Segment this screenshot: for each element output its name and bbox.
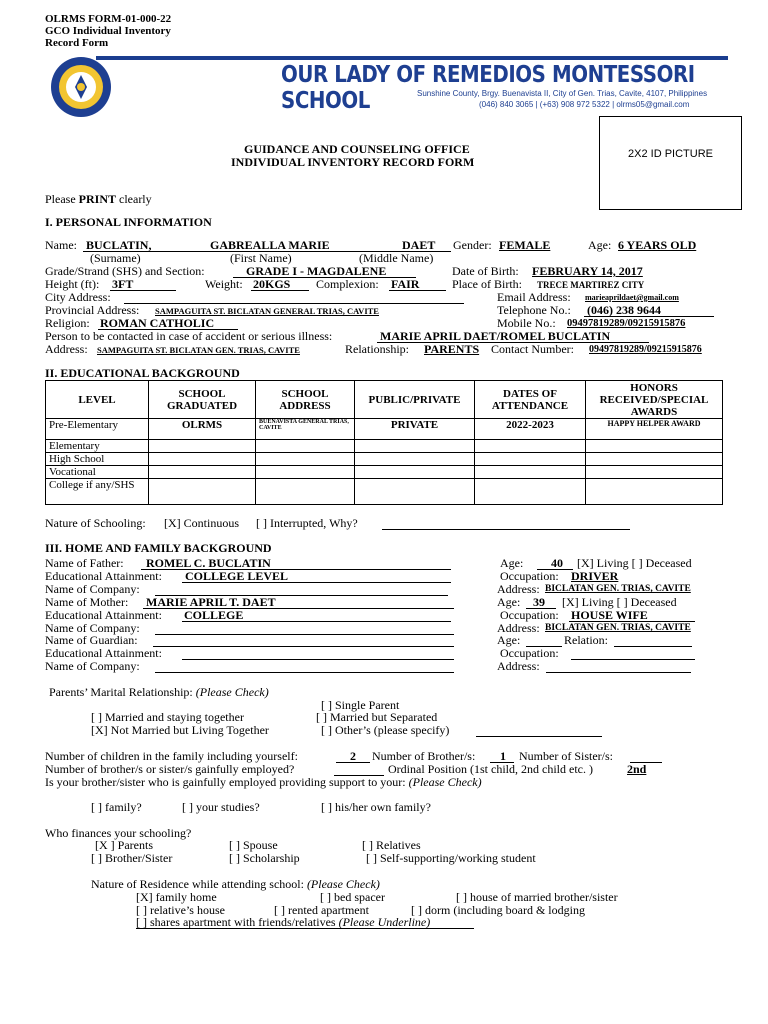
table-cell-school[interactable]: OLRMS <box>149 419 256 440</box>
form-code: OLRMS FORM-01-000-22 <box>45 13 172 25</box>
height-value[interactable]: 3FT <box>112 277 134 291</box>
form-name-line1: GCO Individual Inventory <box>45 25 171 37</box>
schooling-why-line <box>382 529 630 530</box>
family-heading: III. HOME AND FAMILY BACKGROUND <box>45 541 272 555</box>
mother-value[interactable]: MARIE APRIL T. DAET <box>146 595 276 609</box>
age-value[interactable]: 6 YEARS OLD <box>618 238 697 252</box>
father-age-value[interactable]: 40 <box>551 556 563 570</box>
father-address-label: Address: <box>497 582 540 596</box>
surname-caption: (Surname) <box>90 251 141 265</box>
table-cell-level: College if any/SHS <box>46 479 149 505</box>
marital-single-checkbox[interactable]: [ ] Single Parent <box>321 698 400 712</box>
print-bold: PRINT <box>78 192 116 206</box>
email-value[interactable]: marieaprildaet@gmail.com <box>585 293 679 302</box>
relationship-value[interactable]: PARENTS <box>424 342 480 356</box>
marital-other-checkbox[interactable]: [ ] Other’s (please specify) <box>321 723 450 737</box>
table-cell-school[interactable] <box>149 440 256 453</box>
mother-address-label: Address: <box>497 621 540 635</box>
finance-sibling-checkbox[interactable]: [ ] Brother/Sister <box>91 851 173 865</box>
support-family-checkbox[interactable]: [ ] family? <box>91 800 142 814</box>
table-cell-dates[interactable] <box>475 479 586 505</box>
table-cell-dates[interactable] <box>475 453 586 466</box>
table-cell-honors[interactable]: HAPPY HELPER AWARD <box>586 419 723 440</box>
table-row <box>46 453 723 466</box>
school-contact: (046) 840 3065 | (+63) 908 972 5322 | olrms05@gmail.com <box>479 100 690 109</box>
residence-relative-house-checkbox[interactable]: [ ] relative’s house <box>136 903 225 917</box>
marital-married-separated-checkbox[interactable]: [ ] Married but Separated <box>316 710 438 724</box>
col-header-honors: HONORS RECEIVED/SPECIAL AWARDS <box>586 381 723 419</box>
contact-address-label: Address: <box>45 342 88 356</box>
father-label: Name of Father: <box>45 556 124 570</box>
mother-company-line <box>155 634 454 635</box>
guardian-age-label: Age: <box>497 633 521 647</box>
residence-label-text: Nature of Residence while attending school: <box>91 877 304 891</box>
email-label: Email Address: <box>497 290 571 304</box>
finance-parents-checkbox[interactable]: [X ] Parents <box>95 838 153 852</box>
dob-label: Date of Birth: <box>452 264 519 278</box>
col-header-dates: DATES OF ATTENDANCE <box>475 381 586 419</box>
provincial-address-label: Provincial Address: <box>45 303 140 317</box>
support-own-family-checkbox[interactable]: [ ] his/her own family? <box>321 800 431 814</box>
mother-edu-label: Educational Attainment: <box>45 608 162 622</box>
complexion-value[interactable]: FAIR <box>391 277 420 291</box>
table-row <box>46 479 723 505</box>
schooling-continuous-checkbox[interactable]: [X] Continuous <box>164 516 239 530</box>
guardian-company-line <box>155 672 454 673</box>
weight-label: Weight: <box>205 277 243 291</box>
table-cell-honors[interactable] <box>586 479 723 505</box>
table-cell-type[interactable] <box>355 453 475 466</box>
finance-relatives-checkbox[interactable]: [ ] Relatives <box>362 838 421 852</box>
pob-value[interactable]: TRECE MARTIREZ CITY <box>537 280 645 290</box>
table-row <box>46 440 723 453</box>
form-title: INDIVIDUAL INVENTORY RECORD FORM <box>231 155 475 169</box>
table-cell-honors[interactable] <box>586 440 723 453</box>
age-label: Age: <box>588 238 612 252</box>
table-cell-address[interactable]: BUENAVISTA GENERAL TRIAS, CAVITE <box>256 419 355 440</box>
weight-value[interactable]: 20KGS <box>253 277 291 291</box>
marital-hint: (Please Check) <box>195 685 269 699</box>
guardian-label: Name of Guardian: <box>45 633 138 647</box>
col-header-address: SCHOOL ADDRESS <box>256 381 355 419</box>
relationship-label: Relationship: <box>345 342 409 356</box>
table-cell-type[interactable] <box>355 466 475 479</box>
contact-number-value[interactable]: 09497819289/09215915876 <box>589 344 702 355</box>
middle-name-value[interactable]: DAET <box>402 238 436 252</box>
pob-label: Place of Birth: <box>452 277 522 291</box>
gender-value[interactable]: FEMALE <box>499 238 551 252</box>
table-cell-level: High School <box>46 453 149 466</box>
mother-age-label: Age: <box>497 595 521 609</box>
school-name: OUR LADY OF REMEDIOS MONTESSORI SCHOOL <box>281 62 695 114</box>
grade-label: Grade/Strand (SHS) and Section: <box>45 264 205 278</box>
residence-dorm-checkbox[interactable]: [ ] dorm (including board & lodging <box>411 903 585 917</box>
children-value[interactable]: 2 <box>350 749 356 763</box>
col-header-type: PUBLIC/PRIVATE <box>355 381 475 419</box>
finance-scholarship-checkbox[interactable]: [ ] Scholarship <box>229 851 300 865</box>
religion-label: Religion: <box>45 316 90 330</box>
id-photo-label: 2X2 ID PICTURE <box>628 148 713 160</box>
table-cell-school[interactable] <box>149 466 256 479</box>
support-studies-checkbox[interactable]: [ ] your studies? <box>182 800 260 814</box>
print-pre: Please <box>45 192 79 206</box>
mobile-label: Mobile No.: <box>497 316 556 330</box>
marital-married-together-checkbox[interactable]: [ ] Married and staying together <box>91 710 244 724</box>
grade-value[interactable]: GRADE I - MAGDALENE <box>246 264 387 278</box>
table-cell-address[interactable] <box>256 466 355 479</box>
residence-rented-checkbox[interactable]: [ ] rented apartment <box>274 903 369 917</box>
mother-label: Name of Mother: <box>45 595 129 609</box>
table-cell-level: Elementary <box>46 440 149 453</box>
schooling-label: Nature of Schooling: <box>45 516 146 530</box>
first-name-caption: (First Name) <box>230 251 292 265</box>
guardian-line <box>153 646 454 647</box>
father-address-value[interactable]: BICLATAN GEN. TRIAS, CAVITE <box>545 584 691 594</box>
mother-age-value[interactable]: 39 <box>533 595 545 609</box>
support-hint: (Please Check) <box>408 775 482 789</box>
brothers-label: Number of Brother/s: <box>372 749 476 763</box>
table-cell-address[interactable] <box>256 453 355 466</box>
marital-other-line <box>476 736 602 737</box>
mother-occupation-value[interactable]: HOUSE WIFE <box>571 608 648 622</box>
guardian-occupation-label: Occupation: <box>500 646 559 660</box>
employed-label: Number of brother/s or sister/s gainfully employed? <box>45 762 295 776</box>
education-heading: II. EDUCATIONAL BACKGROUND <box>45 366 240 380</box>
father-edu-label: Educational Attainment: <box>45 569 162 583</box>
emergency-value[interactable]: MARIE APRIL DAET/ROMEL BUCLATIN <box>380 329 611 343</box>
table-cell-address[interactable] <box>256 479 355 505</box>
ordinal-label: Ordinal Position (1st child, 2nd child etc. ) <box>388 762 593 776</box>
children-label: Number of children in the family including yourself: <box>45 749 298 763</box>
first-name-value[interactable]: GABREALLA MARIE <box>210 238 330 252</box>
print-instruction <box>45 193 152 206</box>
table-cell-school[interactable] <box>149 453 256 466</box>
finance-spouse-checkbox[interactable]: [ ] Spouse <box>229 838 278 852</box>
table-cell-dates[interactable]: 2022-2023 <box>475 419 586 440</box>
table-cell-honors[interactable] <box>586 453 723 466</box>
guardian-relation-label: Relation: <box>564 633 608 647</box>
mother-company-label: Name of Company: <box>45 621 140 635</box>
id-photo-box <box>599 116 742 210</box>
contact-number-label: Contact Number: <box>491 342 574 356</box>
residence-shares-line <box>136 928 474 929</box>
support-label-text: Is your brother/sister who is gainfully employed providing support to your: <box>45 775 406 789</box>
school-address: Sunshine County, Brgy. Buenavista II, City of Gen. Trias, Cavite, 4107, Philippines <box>417 89 708 98</box>
personal-heading: I. PERSONAL INFORMATION <box>45 215 212 229</box>
education-header-row <box>46 381 723 419</box>
education-table <box>45 380 723 505</box>
name-label: Name: <box>45 238 77 252</box>
table-cell-honors[interactable] <box>586 466 723 479</box>
table-cell-address[interactable] <box>256 440 355 453</box>
table-cell-level: Vocational <box>46 466 149 479</box>
telephone-value[interactable]: (046) 238 9644 <box>587 303 661 317</box>
marital-not-married-checkbox[interactable]: [X] Not Married but Living Together <box>91 723 269 737</box>
schooling-interrupted-checkbox[interactable]: [ ] Interrupted, Why? <box>256 516 358 530</box>
guardian-company-label: Name of Company: <box>45 659 140 673</box>
header-band <box>96 56 728 60</box>
residence-shares-hint: (Please Underline) <box>338 915 431 929</box>
father-company-label: Name of Company: <box>45 582 140 596</box>
guardian-occupation-line <box>571 659 695 660</box>
table-row <box>46 419 723 440</box>
religion-value[interactable]: ROMAN CATHOLIC <box>100 316 215 330</box>
residence-married-sibling-checkbox[interactable]: [ ] house of married brother/sister <box>456 890 618 904</box>
mother-address-value[interactable]: BICLATAN GEN. TRIAS, CAVITE <box>545 623 691 633</box>
guardian-address-line <box>546 672 691 673</box>
support-label <box>45 776 482 789</box>
brothers-value[interactable]: 1 <box>500 749 506 763</box>
table-cell-dates[interactable] <box>475 466 586 479</box>
col-header-level: LEVEL <box>46 381 149 419</box>
table-cell-type[interactable]: PRIVATE <box>355 419 475 440</box>
father-occupation-label: Occupation: <box>500 569 559 583</box>
residence-family-home-checkbox[interactable]: [X] family home <box>136 890 217 904</box>
complexion-label: Complexion: <box>316 277 379 291</box>
mobile-value[interactable]: 09497819289/09215915876 <box>567 318 686 329</box>
father-age-label: Age: <box>500 556 524 570</box>
school-seal-icon <box>47 55 115 119</box>
mother-occupation-label: Occupation: <box>500 608 559 622</box>
guardian-edu-line <box>182 659 454 660</box>
residence-bed-spacer-checkbox[interactable]: [ ] bed spacer <box>320 890 385 904</box>
marital-label <box>49 686 269 699</box>
table-cell-dates[interactable] <box>475 440 586 453</box>
height-label: Height (ft): <box>45 277 100 291</box>
provincial-address-value[interactable]: SAMPAGUITA ST. BICLATAN GENERAL TRIAS, CAVITE <box>155 306 379 316</box>
guardian-edu-label: Educational Attainment: <box>45 646 162 660</box>
contact-address-value[interactable]: SAMPAGUITA ST. BICLATAN GEN. TRIAS, CAVITE <box>97 345 300 355</box>
guardian-address-label: Address: <box>497 659 540 673</box>
father-occupation-value[interactable]: DRIVER <box>571 569 619 583</box>
sisters-label: Number of Sister/s: <box>519 749 613 763</box>
col-header-school: SCHOOL GRADUATED <box>149 381 256 419</box>
office-title: GUIDANCE AND COUNSELING OFFICE <box>244 142 470 156</box>
table-cell-type[interactable] <box>355 479 475 505</box>
gender-label: Gender: <box>453 238 492 252</box>
surname-value[interactable]: BUCLATIN, <box>86 238 152 252</box>
finance-self-checkbox[interactable]: [ ] Self-supporting/working student <box>366 851 536 865</box>
mother-edu-value[interactable]: COLLEGE <box>184 608 244 622</box>
table-cell-type[interactable] <box>355 440 475 453</box>
dob-value[interactable]: FEBRUARY 14, 2017 <box>532 264 643 278</box>
mother-status-checkbox[interactable]: [X] Living [ ] Deceased <box>562 595 677 609</box>
telephone-label: Telephone No.: <box>497 303 571 317</box>
residence-shares-text: [ ] shares apartment with friends/relatives <box>136 915 336 929</box>
table-cell-level: Pre-Elementary <box>46 419 149 440</box>
print-post: clearly <box>116 192 152 206</box>
table-row <box>46 466 723 479</box>
finance-label: Who finances your schooling? <box>45 826 192 840</box>
father-value[interactable]: ROMEL C. BUCLATIN <box>146 556 271 570</box>
city-address-line <box>124 303 464 304</box>
middle-name-caption: (Middle Name) <box>359 251 434 265</box>
father-status-checkbox[interactable]: [X] Living [ ] Deceased <box>577 556 692 570</box>
table-cell-school[interactable] <box>149 479 256 505</box>
form-name-line2: Record Form <box>45 37 109 49</box>
city-address-label: City Address: <box>45 290 111 304</box>
residence-hint: (Please Check) <box>306 877 380 891</box>
father-edu-value[interactable]: COLLEGE LEVEL <box>185 569 289 583</box>
marital-label-text: Parents’ Marital Relationship: <box>49 685 193 699</box>
emergency-label: Person to be contacted in case of accident or serious illness: <box>45 329 333 343</box>
ordinal-value[interactable]: 2nd <box>627 762 647 776</box>
guardian-relation-line <box>614 646 692 647</box>
